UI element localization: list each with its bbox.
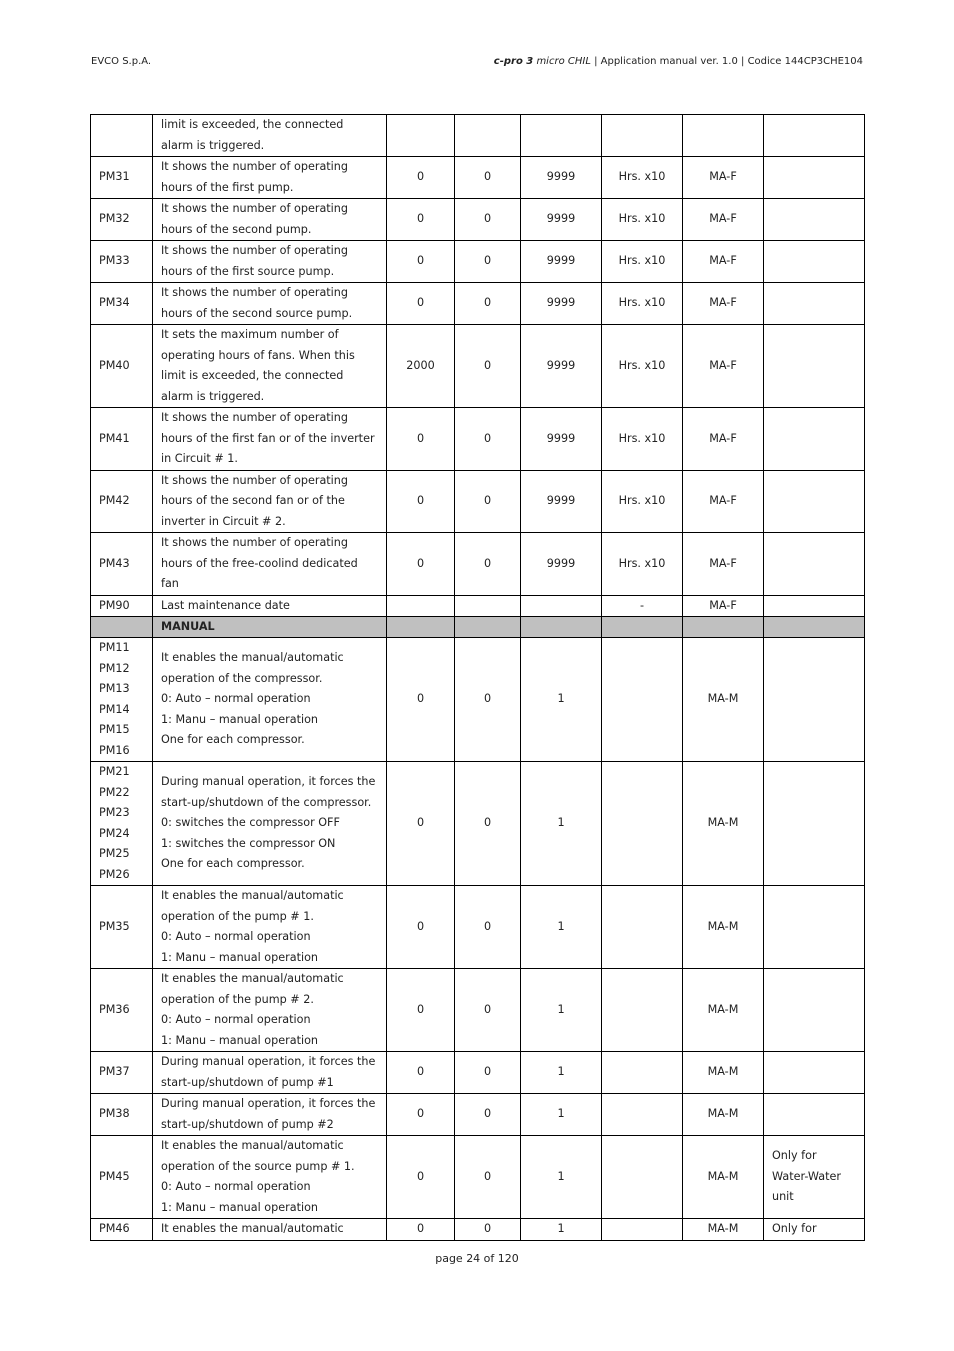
param-description	[153, 1052, 387, 1094]
param-code	[91, 762, 153, 886]
param-code	[91, 283, 153, 325]
param-description	[153, 470, 387, 533]
param-code	[91, 1094, 153, 1136]
param-unit: Hrs. x10	[602, 199, 683, 241]
table-row	[91, 638, 865, 762]
description-line: It enables the manual/automatic	[161, 889, 344, 902]
param-notes	[764, 408, 865, 471]
param-max: 9999	[521, 408, 602, 471]
param-max: 1	[521, 969, 602, 1052]
param-code-line: PM11	[99, 641, 130, 654]
param-code	[91, 199, 153, 241]
notes-line: Water-Water	[772, 1169, 842, 1183]
table-row	[91, 115, 865, 157]
param-code	[91, 533, 153, 596]
param-code-line: PM36	[99, 1002, 130, 1016]
param-default: 0	[387, 1219, 455, 1241]
param-access-level: MA-M	[683, 1052, 764, 1094]
description-line: It shows the number of operating	[161, 536, 348, 549]
param-unit	[602, 886, 683, 969]
param-code-line: PM34	[99, 296, 130, 310]
param-unit: Hrs. x10	[602, 325, 683, 408]
table-row	[91, 157, 865, 199]
param-max: 1	[521, 762, 602, 886]
notes-line: Only for	[772, 1222, 817, 1235]
param-code	[91, 638, 153, 762]
param-access-level	[683, 115, 764, 157]
description-line: hours of the first pump.	[161, 180, 294, 194]
description-line: During manual operation, it forces the	[161, 1097, 376, 1110]
param-notes	[764, 1094, 865, 1136]
param-max: 9999	[521, 533, 602, 596]
header-manual-ref: | Application manual ver. 1.0 | Codice 144CP3CHE104	[590, 56, 863, 67]
param-min	[455, 595, 521, 617]
description-line: start-up/shutdown of the compressor.	[161, 795, 372, 809]
param-unit	[602, 969, 683, 1052]
param-min: 0	[455, 157, 521, 199]
param-default: 0	[387, 470, 455, 533]
param-notes	[764, 1052, 865, 1094]
param-code	[91, 595, 153, 617]
notes-line: Only for	[772, 1149, 817, 1163]
param-min: 0	[455, 533, 521, 596]
description-line: start-up/shutdown of pump #2	[161, 1117, 334, 1131]
param-min: 0	[455, 325, 521, 408]
param-default	[387, 115, 455, 157]
table-row	[91, 1094, 865, 1136]
description-line: 1: Manu – manual operation	[161, 1200, 319, 1214]
table-row	[91, 241, 865, 283]
param-default	[387, 595, 455, 617]
section-cell	[683, 617, 764, 638]
param-code-line: PM33	[99, 254, 130, 268]
param-code	[91, 241, 153, 283]
param-code	[91, 1219, 153, 1241]
param-description	[153, 115, 387, 157]
param-notes	[764, 241, 865, 283]
param-access-level: MA-M	[683, 969, 764, 1052]
param-default: 0	[387, 1052, 455, 1094]
param-unit	[602, 762, 683, 886]
param-code	[91, 969, 153, 1052]
param-notes	[764, 595, 865, 617]
param-code-line: PM25	[99, 847, 130, 860]
table-row	[91, 762, 865, 886]
param-min: 0	[455, 638, 521, 762]
table-row	[91, 408, 865, 471]
notes-line: unit	[772, 1190, 794, 1204]
table-row	[91, 470, 865, 533]
param-default: 0	[387, 199, 455, 241]
param-notes	[764, 157, 865, 199]
param-max: 1	[521, 1052, 602, 1094]
param-description	[153, 241, 387, 283]
param-access-level: MA-M	[683, 1136, 764, 1219]
param-code-line: PM15	[99, 723, 130, 736]
description-line: It shows the number of operating	[161, 286, 348, 299]
param-default: 0	[387, 969, 455, 1052]
param-access-level: MA-F	[683, 595, 764, 617]
param-min	[455, 115, 521, 157]
param-max: 9999	[521, 325, 602, 408]
param-notes	[764, 886, 865, 969]
description-line: 0: switches the compressor OFF	[161, 816, 340, 830]
page-number: page 24 of 120	[435, 1252, 519, 1265]
param-default: 0	[387, 157, 455, 199]
param-notes	[764, 1136, 865, 1219]
param-notes	[764, 199, 865, 241]
description-line: 0: Auto – normal operation	[161, 1180, 311, 1193]
description-line: fan	[161, 577, 179, 590]
param-notes	[764, 638, 865, 762]
param-description	[153, 886, 387, 969]
param-unit: Hrs. x10	[602, 470, 683, 533]
table-row	[91, 199, 865, 241]
param-min: 0	[455, 241, 521, 283]
param-access-level: MA-M	[683, 886, 764, 969]
description-line: It enables the manual/automatic	[161, 972, 344, 985]
param-unit	[602, 638, 683, 762]
header-doc-info	[494, 56, 863, 67]
param-default: 0	[387, 283, 455, 325]
description-line: alarm is triggered.	[161, 389, 265, 403]
param-max: 9999	[521, 283, 602, 325]
param-min: 0	[455, 1052, 521, 1094]
param-description	[153, 969, 387, 1052]
param-default: 0	[387, 886, 455, 969]
description-line: 1: Manu – manual operation	[161, 950, 319, 964]
param-min: 0	[455, 1136, 521, 1219]
description-line: It shows the number of operating	[161, 411, 348, 424]
description-line: It shows the number of operating	[161, 160, 348, 173]
section-row	[91, 617, 865, 638]
description-line: It shows the number of operating	[161, 473, 348, 487]
param-code-line: PM22	[99, 785, 130, 799]
param-code-line: PM37	[99, 1065, 130, 1079]
param-default: 0	[387, 762, 455, 886]
param-code-line: PM12	[99, 661, 130, 675]
description-line: alarm is triggered.	[161, 138, 265, 152]
param-max: 1	[521, 1219, 602, 1241]
param-default: 0	[387, 533, 455, 596]
param-description	[153, 283, 387, 325]
description-line: It enables the manual/automatic	[161, 651, 344, 665]
description-line: operating hours of fans. When this	[161, 348, 355, 362]
description-line: It enables the manual/automatic	[161, 1222, 344, 1235]
param-notes	[764, 969, 865, 1052]
description-line: start-up/shutdown of pump #1	[161, 1075, 334, 1089]
section-cell	[602, 617, 683, 638]
description-line: hours of the first fan or of the inverter	[161, 431, 375, 445]
param-code-line: PM31	[99, 170, 130, 184]
section-cell	[764, 617, 865, 638]
param-code-line: PM42	[99, 494, 130, 507]
param-access-level: MA-M	[683, 1094, 764, 1136]
section-cell	[387, 617, 455, 638]
param-code-line: PM40	[99, 358, 130, 372]
description-line: It sets the maximum number of	[161, 328, 339, 341]
param-access-level: MA-M	[683, 762, 764, 886]
section-label: MANUAL	[153, 617, 387, 638]
param-max: 9999	[521, 199, 602, 241]
param-default: 2000	[387, 325, 455, 408]
table-row	[91, 1052, 865, 1094]
description-line: operation of the source pump # 1.	[161, 1159, 355, 1173]
param-max: 9999	[521, 157, 602, 199]
param-access-level: MA-F	[683, 241, 764, 283]
param-min: 0	[455, 969, 521, 1052]
param-code	[91, 470, 153, 533]
param-unit	[602, 1052, 683, 1094]
description-line: 1: switches the compressor ON	[161, 836, 336, 850]
param-description	[153, 408, 387, 471]
param-default: 0	[387, 1094, 455, 1136]
param-min: 0	[455, 886, 521, 969]
param-description	[153, 1219, 387, 1241]
param-code	[91, 1052, 153, 1094]
param-code-line: PM90	[99, 598, 130, 612]
param-notes	[764, 283, 865, 325]
param-code-line: PM35	[99, 919, 130, 933]
description-line: hours of the free-coolind dedicated	[161, 556, 358, 570]
header-company: EVCO S.p.A.	[91, 56, 152, 67]
param-notes	[764, 533, 865, 596]
param-default: 0	[387, 241, 455, 283]
description-line: hours of the second pump.	[161, 222, 312, 236]
param-access-level: MA-F	[683, 325, 764, 408]
table-row	[91, 1219, 865, 1241]
param-access-level: MA-F	[683, 199, 764, 241]
param-min: 0	[455, 283, 521, 325]
param-access-level: MA-M	[683, 1219, 764, 1241]
description-line: operation of the pump # 1.	[161, 909, 314, 923]
param-default: 0	[387, 1136, 455, 1219]
param-unit: Hrs. x10	[602, 241, 683, 283]
param-code	[91, 1136, 153, 1219]
param-description	[153, 638, 387, 762]
description-line: One for each compressor.	[161, 857, 305, 871]
param-unit: Hrs. x10	[602, 157, 683, 199]
param-notes	[764, 1219, 865, 1241]
param-unit: Hrs. x10	[602, 408, 683, 471]
param-default: 0	[387, 638, 455, 762]
param-access-level: MA-F	[683, 283, 764, 325]
param-code	[91, 325, 153, 408]
section-cell	[455, 617, 521, 638]
param-min: 0	[455, 1094, 521, 1136]
description-line: operation of the pump # 2.	[161, 992, 314, 1006]
param-description	[153, 199, 387, 241]
table-row	[91, 595, 865, 617]
param-description	[153, 325, 387, 408]
description-line: 0: Auto – normal operation	[161, 1013, 311, 1026]
param-min: 0	[455, 762, 521, 886]
table-row	[91, 283, 865, 325]
param-code-line: PM32	[99, 212, 130, 226]
description-line: limit is exceeded, the connected	[161, 369, 344, 382]
param-description	[153, 533, 387, 596]
param-access-level: MA-F	[683, 533, 764, 596]
param-code-line: PM21	[99, 765, 130, 778]
param-code-line: PM23	[99, 806, 130, 819]
section-cell	[521, 617, 602, 638]
description-line: 1: Manu – manual operation	[161, 712, 319, 726]
param-max	[521, 595, 602, 617]
param-unit	[602, 1219, 683, 1241]
description-line: During manual operation, it forces the	[161, 1055, 376, 1068]
param-code-line: PM43	[99, 556, 130, 570]
description-line: It shows the number of operating	[161, 202, 348, 215]
param-description	[153, 762, 387, 886]
description-line: It shows the number of operating	[161, 244, 348, 257]
param-unit: -	[602, 595, 683, 617]
param-code-line: PM24	[99, 826, 130, 840]
param-access-level: MA-F	[683, 157, 764, 199]
param-access-level: MA-F	[683, 408, 764, 471]
description-line: 0: Auto – normal operation	[161, 930, 311, 943]
param-notes	[764, 325, 865, 408]
param-code-line: PM26	[99, 867, 130, 881]
param-code-line: PM38	[99, 1107, 130, 1121]
param-notes	[764, 115, 865, 157]
table-row	[91, 886, 865, 969]
table-row	[91, 1136, 865, 1219]
description-line: hours of the first source pump.	[161, 264, 335, 278]
description-line: hours of the second fan or of the	[161, 494, 345, 507]
param-code-line: PM45	[99, 1169, 130, 1183]
param-description	[153, 1136, 387, 1219]
param-unit	[602, 1094, 683, 1136]
description-line: 0: Auto – normal operation	[161, 692, 311, 706]
param-max: 1	[521, 638, 602, 762]
param-max	[521, 115, 602, 157]
description-line: in Circuit # 1.	[161, 452, 238, 465]
param-code	[91, 115, 153, 157]
param-unit	[602, 115, 683, 157]
param-min: 0	[455, 408, 521, 471]
description-line: hours of the second source pump.	[161, 306, 353, 320]
param-code-line: PM46	[99, 1222, 130, 1235]
param-description	[153, 595, 387, 617]
param-description	[153, 1094, 387, 1136]
param-min: 0	[455, 199, 521, 241]
param-unit: Hrs. x10	[602, 533, 683, 596]
param-default: 0	[387, 408, 455, 471]
description-line: operation of the compressor.	[161, 671, 323, 685]
param-notes	[764, 470, 865, 533]
description-line: It enables the manual/automatic	[161, 1139, 344, 1152]
param-min: 0	[455, 1219, 521, 1241]
param-access-level: MA-M	[683, 638, 764, 762]
description-line: Last maintenance date	[161, 598, 290, 612]
param-max: 1	[521, 1094, 602, 1136]
description-line: inverter in Circuit # 2.	[161, 514, 286, 528]
param-code-line: PM41	[99, 431, 130, 445]
table-row	[91, 533, 865, 596]
param-min: 0	[455, 470, 521, 533]
section-cell	[91, 617, 153, 638]
param-max: 9999	[521, 241, 602, 283]
description-line: One for each compressor.	[161, 733, 305, 747]
param-max: 9999	[521, 470, 602, 533]
param-unit: Hrs. x10	[602, 283, 683, 325]
header-product: c-pro 3 micro CHIL	[493, 56, 591, 67]
param-code	[91, 886, 153, 969]
param-notes	[764, 762, 865, 886]
param-max: 1	[521, 886, 602, 969]
table-row	[91, 325, 865, 408]
param-code	[91, 157, 153, 199]
param-unit	[602, 1136, 683, 1219]
parameters-table	[90, 114, 865, 1241]
param-code-line: PM16	[99, 743, 130, 757]
param-description	[153, 157, 387, 199]
param-code	[91, 408, 153, 471]
description-line: limit is exceeded, the connected	[161, 118, 344, 131]
description-line: 1: Manu – manual operation	[161, 1033, 319, 1047]
param-access-level: MA-F	[683, 470, 764, 533]
description-line: During manual operation, it forces the	[161, 775, 376, 789]
param-max: 1	[521, 1136, 602, 1219]
param-code-line: PM14	[99, 702, 130, 716]
param-code-line: PM13	[99, 682, 130, 695]
table-row	[91, 969, 865, 1052]
